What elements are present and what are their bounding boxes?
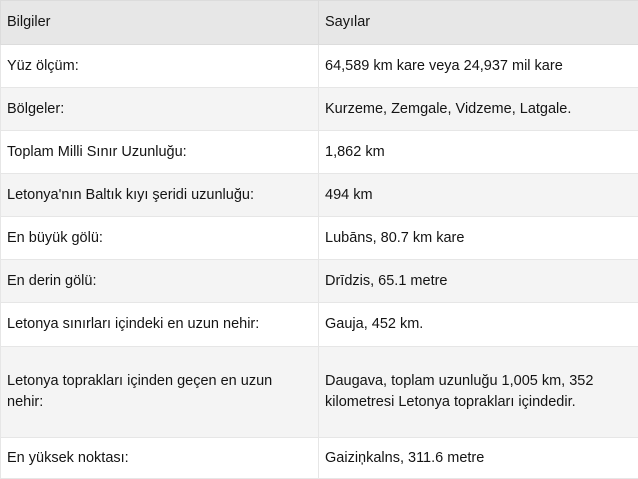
row-label: Yüz ölçüm:	[1, 45, 319, 88]
row-value: Drīdzis, 65.1 metre	[319, 260, 638, 303]
row-label: Bölgeler:	[1, 88, 319, 131]
table-row	[1, 174, 638, 217]
row-value: Gauja, 452 km.	[319, 303, 638, 347]
row-label: Letonya sınırları içindeki en uzun nehir:	[1, 303, 319, 347]
row-value: 64,589 km kare veya 24,937 mil kare	[319, 45, 638, 88]
row-label: En büyük gölü:	[1, 217, 319, 260]
row-label: En derin gölü:	[1, 260, 319, 303]
row-label: En yüksek noktası:	[1, 438, 319, 479]
row-value: Lubāns, 80.7 km kare	[319, 217, 638, 260]
table-row	[1, 217, 638, 260]
row-label: Letonya toprakları içinden geçen en uzun nehir:	[1, 347, 319, 438]
row-label: Toplam Milli Sınır Uzunluğu:	[1, 131, 319, 174]
row-value: Daugava, toplam uzunluğu 1,005 km, 352 kilometresi Letonya toprakları içindedir.	[319, 347, 638, 438]
row-value: 494 km	[319, 174, 638, 217]
row-value: 1,862 km	[319, 131, 638, 174]
row-label: Letonya'nın Baltık kıyı şeridi uzunluğu:	[1, 174, 319, 217]
table-row	[1, 438, 638, 479]
row-value: Gaiziņkalns, 311.6 metre	[319, 438, 638, 479]
table-row	[1, 260, 638, 303]
table-row	[1, 347, 638, 438]
row-value: Kurzeme, Zemgale, Vidzeme, Latgale.	[319, 88, 638, 131]
table-row	[1, 45, 638, 88]
table-row	[1, 88, 638, 131]
header-cell-sayilar: Sayılar	[319, 1, 638, 45]
table-header-row	[1, 1, 638, 45]
table-row	[1, 303, 638, 347]
header-cell-bilgiler: Bilgiler	[1, 1, 319, 45]
table-row	[1, 131, 638, 174]
